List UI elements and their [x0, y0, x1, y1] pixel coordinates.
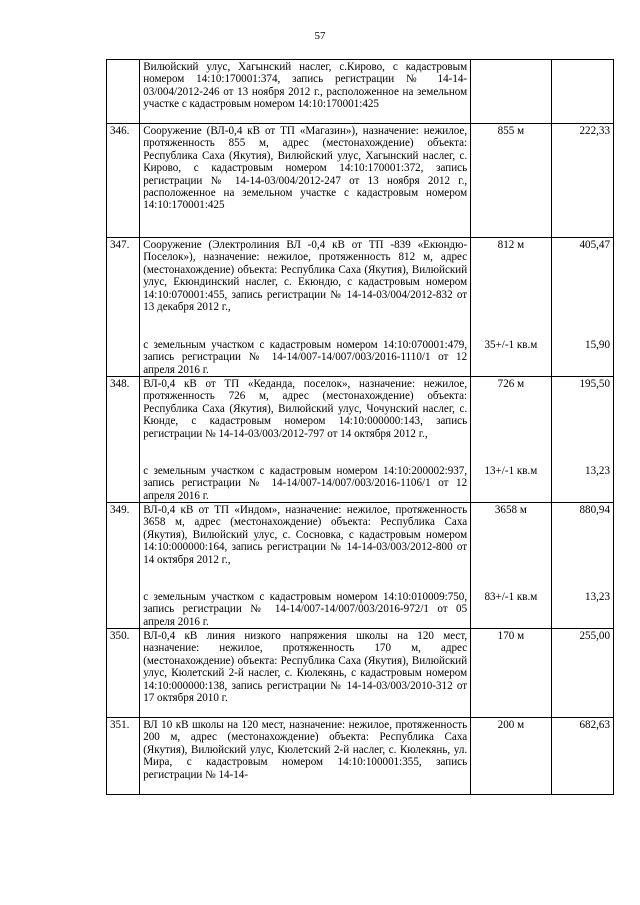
description-paragraph: ВЛ-0,4 кВ от ТП «Индом», назначение: нежилое, протяженность 3658 м, адрес (местонахождение) объекта: Республика Саха (Якутия), Вилюйский улус, с. Сосновка, с кадастровым номером 14:10:000000:164, запись регистрации № 14-14-03/003/2012-800 от 14 октября 2012 г.,: [143, 504, 468, 566]
quantity-cell: [471, 629, 551, 718]
quantity-value: 726 м: [497, 378, 525, 390]
row-number: [107, 60, 140, 124]
row-number: 351.: [107, 718, 140, 795]
description-paragraph: с земельным участком с кадастровым номером 14:10:010009:750, запись регистрации № 14-14/007-14/007/003/2016-972/1 от 05 апреля 2016 г.: [143, 591, 468, 628]
page-number: 57: [314, 30, 326, 42]
object-description: [140, 503, 471, 629]
description-paragraph: Сооружение (Электролиния ВЛ -0,4 кВ от ТП -839 «Екюндю-Поселок»), назначение: нежилое, протяженность 812 м, адрес (местонахождение) объекта: Республика Саха (Якутия), Вилюйский улус, Екюндинский наслег, с. Екюндю, с кадастровым номером 14:10:070001:455, запись регистрации № 14-14-03/004/2012-832 от 13 декабря 2012 г.,: [143, 239, 468, 314]
row-number: 348.: [107, 377, 140, 503]
quantity-value: 812 м: [497, 239, 525, 251]
description-paragraph: ВЛ-0,4 кВ линия низкого напряжения школы на 120 мест, назначение: нежилое, протяженность 170 м, адрес (местонахождение) объекта: Республика Саха (Якутия), Вилюйский улус, Кюлетский 2-й наслег, с. Кюлекянь, с кадастровым номером 14:10:000000:138, запись регистрации № 14-14-03/003/2010-312 от 17 октября 2010 г.: [143, 630, 468, 705]
row-number: 347.: [107, 238, 140, 377]
cost-cell: [551, 124, 613, 238]
table-row: [107, 629, 614, 718]
table-row: [107, 718, 614, 795]
cost-cell: [551, 238, 613, 377]
table-row: [107, 60, 614, 124]
object-description: [140, 718, 471, 795]
description-paragraph: с земельным участком с кадастровым номером 14:10:200002:937, запись регистрации № 14-14/007-14/007/003/2016-1106/1 от 12 апреля 2016 г.: [143, 465, 468, 502]
cost-value: 682,63: [579, 719, 610, 731]
table-row: [107, 503, 614, 629]
cost-cell: [551, 503, 613, 629]
cost-cell: [551, 377, 613, 503]
quantity-cell: [471, 238, 551, 377]
object-description: [140, 124, 471, 238]
cost-value: 880,94: [579, 504, 610, 516]
cost-value: 255,00: [579, 630, 610, 642]
description-paragraph: с земельным участком с кадастровым номером 14:10:070001:479, запись регистрации № 14-14/007-14/007/003/2016-1110/1 от 12 апреля 2016 г.: [143, 339, 468, 376]
cost-cell: [551, 718, 613, 795]
quantity-cell: [471, 718, 551, 795]
cost-value: 195,50: [579, 378, 610, 390]
cost-value: 222,33: [579, 125, 610, 137]
cost-value: 405,47: [579, 239, 610, 251]
quantity-value: 13+/-1 кв.м: [484, 465, 538, 477]
quantity-value: 855 м: [497, 125, 525, 137]
property-registry-table: [106, 59, 614, 795]
object-description: [140, 60, 471, 124]
quantity-cell: [471, 60, 551, 124]
table-row: [107, 124, 614, 238]
object-description: [140, 238, 471, 377]
object-description: [140, 377, 471, 503]
description-paragraph: Вилюйский улус, Хагынский наслег, с.Кирово, с кадастровым номером 14:10:170001:374, запись регистрации № 14-14-03/004/2012-246 от 13 ноября 2012 г., расположенное на земельном участке с кадастровым номером 14:10:170001:425: [143, 61, 468, 111]
quantity-value: 3658 м: [494, 504, 527, 516]
quantity-cell: [471, 377, 551, 503]
row-number: 349.: [107, 503, 140, 629]
quantity-value: 35+/-1 кв.м: [484, 339, 538, 351]
row-number: 346.: [107, 124, 140, 238]
cost-value: 13,23: [585, 465, 610, 477]
quantity-cell: [471, 124, 551, 238]
quantity-value: 200 м: [497, 719, 525, 731]
object-description: [140, 629, 471, 718]
cost-cell: [551, 60, 613, 124]
table-row: [107, 238, 614, 377]
description-paragraph: Сооружение (ВЛ-0,4 кВ от ТП «Магазин»), назначение: нежилое, протяженность 855 м, адрес (местонахождение) объекта: Республика Саха (Якутия), Вилюйский улус, Хагынский наслег, с. Кирово, с кадастровым номером 14:10:170001:372, запись регистрации № 14-14-03/004/2012-247 от 13 ноября 2012 г., расположенное на земельном участке с кадастровым номером 14:10:170001:425: [143, 125, 468, 212]
description-paragraph: ВЛ 10 кВ школы на 120 мест, назначение: нежилое, протяженность 200 м, адрес (местонахождение) объекта: Республика Саха (Якутия), Вилюйский улус, Кюлетский 2-й наслег, с. Кюлекянь, ул. Мира, с кадастровым номером 14:10:100001:355, запись регистрации № 14-14-: [143, 719, 468, 781]
cost-cell: [551, 629, 613, 718]
table-row: [107, 377, 614, 503]
cost-value: 13,23: [585, 591, 610, 603]
quantity-cell: [471, 503, 551, 629]
cost-value: 15,90: [585, 339, 610, 351]
quantity-value: 83+/-1 кв.м: [484, 591, 538, 603]
quantity-value: 170 м: [497, 630, 525, 642]
description-paragraph: ВЛ-0,4 кВ от ТП «Кеданда, поселок», назначение: нежилое, протяженность 726 м, адрес (местонахождение) объекта: Республика Саха (Якутия), Вилюйский улус, Чочунский наслег, с. Кюнде, с кадастровым номером 14:10:000000:143, запись регистрации № 14-14-03/003/2012-797 от 14 октября 2012 г.,: [143, 378, 468, 440]
row-number: 350.: [107, 629, 140, 718]
